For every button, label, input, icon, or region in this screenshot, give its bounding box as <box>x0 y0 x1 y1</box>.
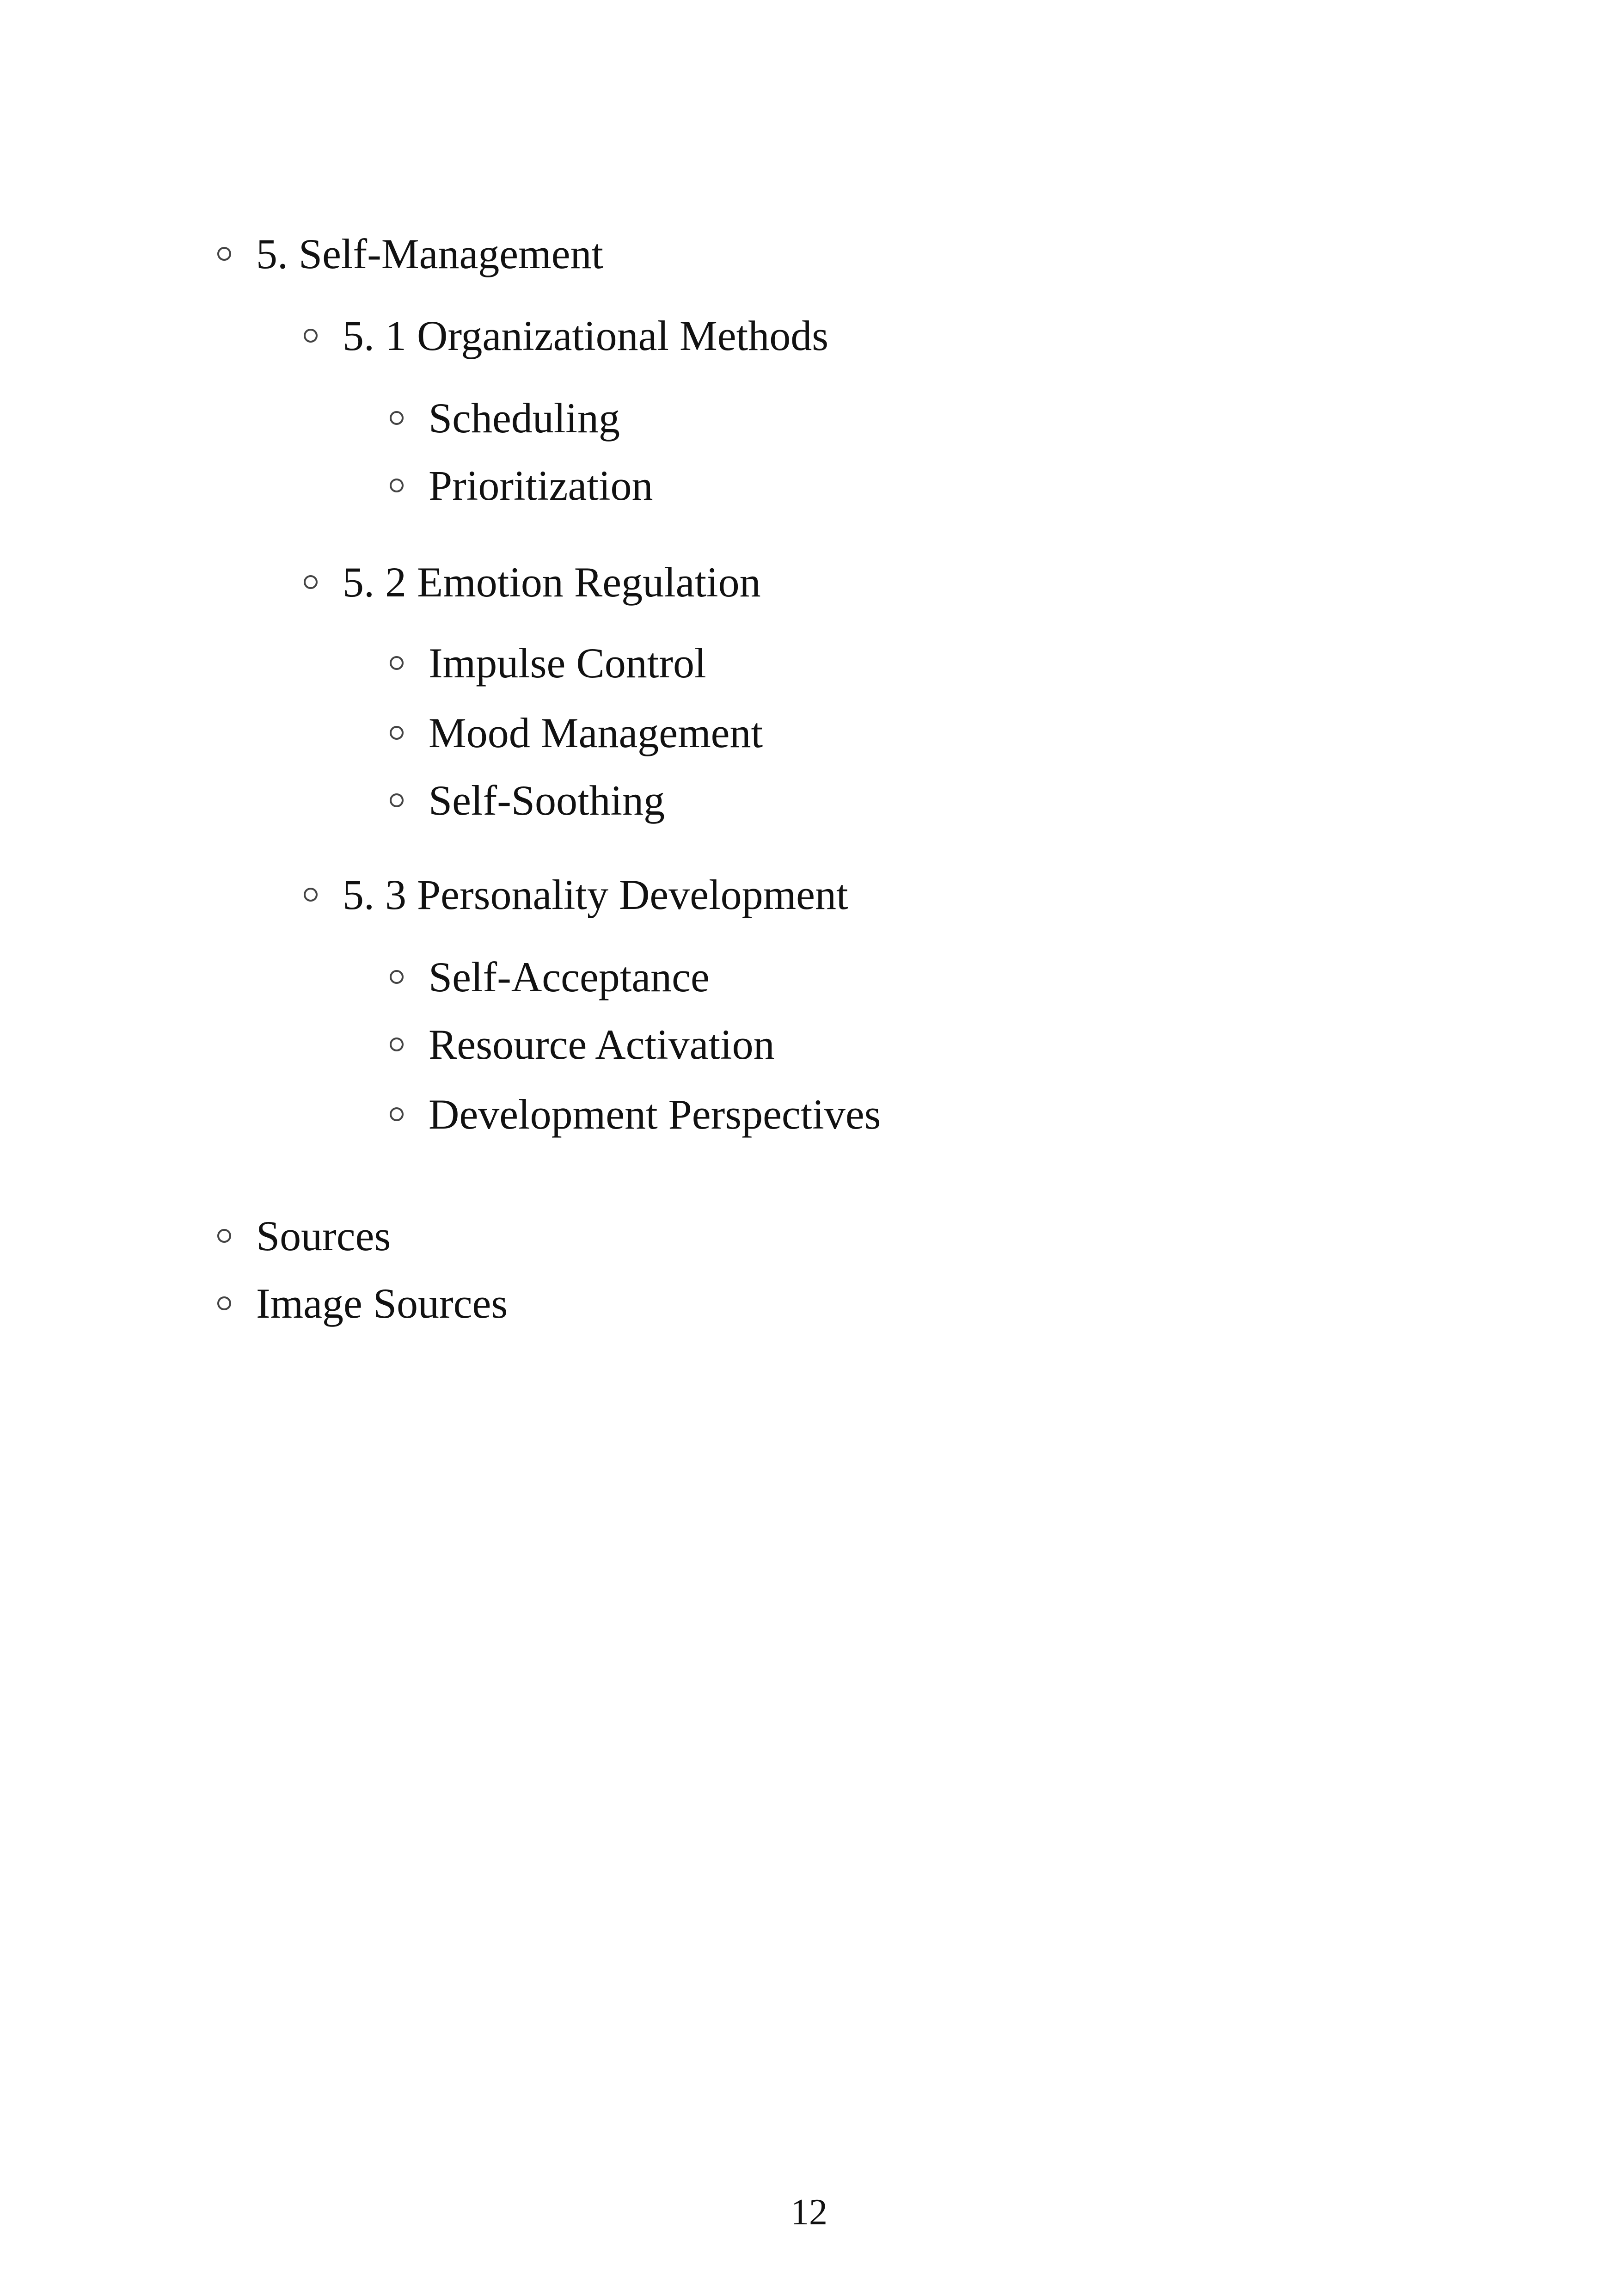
page-number: 12 <box>791 2192 827 2233</box>
toc-item-emotion-regulation[interactable] <box>304 559 761 606</box>
toc-item-label: 5. Self-Management <box>256 230 604 277</box>
hollow-circle-bullet-icon <box>217 247 231 261</box>
toc-item-label: Mood Management <box>429 709 763 756</box>
toc-item-label: 5. 3 Personality Development <box>343 871 848 918</box>
toc-item-mood-management[interactable] <box>390 709 763 756</box>
toc-item-label: Scheduling <box>429 394 620 442</box>
toc-item-label: Self-Acceptance <box>429 953 710 1001</box>
toc-item-sources[interactable] <box>217 1212 391 1259</box>
toc-item-image-sources[interactable] <box>217 1282 508 1325</box>
toc-item-label: Image Sources <box>256 1280 508 1327</box>
toc-item-development-perspectives[interactable] <box>390 1093 881 1136</box>
toc-item-label: 5. 2 Emotion Regulation <box>343 559 761 606</box>
toc-item-label: Sources <box>256 1212 391 1259</box>
toc-item-label: Self-Soothing <box>429 777 665 824</box>
hollow-circle-bullet-icon <box>390 479 404 492</box>
toc-item-self-management[interactable] <box>217 230 604 277</box>
hollow-circle-bullet-icon <box>390 1037 404 1051</box>
toc-item-self-acceptance[interactable] <box>390 953 710 1001</box>
hollow-circle-bullet-icon <box>304 888 318 902</box>
toc-item-impulse-control[interactable] <box>390 639 706 687</box>
hollow-circle-bullet-icon <box>304 329 318 343</box>
hollow-circle-bullet-icon <box>390 793 404 807</box>
toc-item-label: Impulse Control <box>429 639 706 687</box>
hollow-circle-bullet-icon <box>390 411 404 425</box>
hollow-circle-bullet-icon <box>390 1107 404 1121</box>
toc-item-label: Development Perspectives <box>429 1091 881 1138</box>
toc-item-label: Resource Activation <box>429 1021 775 1068</box>
hollow-circle-bullet-icon <box>217 1296 231 1310</box>
toc-item-label: Prioritization <box>429 462 653 509</box>
toc-item-personality-development[interactable] <box>304 873 848 916</box>
toc-item-label: 5. 1 Organizational Methods <box>343 312 828 359</box>
toc-item-self-soothing[interactable] <box>390 779 665 822</box>
hollow-circle-bullet-icon <box>390 970 404 984</box>
toc-item-prioritization[interactable] <box>390 464 653 507</box>
hollow-circle-bullet-icon <box>217 1229 231 1243</box>
toc-item-resource-activation[interactable] <box>390 1023 775 1066</box>
hollow-circle-bullet-icon <box>390 656 404 670</box>
hollow-circle-bullet-icon <box>390 726 404 740</box>
hollow-circle-bullet-icon <box>304 575 318 589</box>
toc-item-scheduling[interactable] <box>390 394 620 442</box>
toc-item-organizational-methods[interactable] <box>304 314 828 357</box>
